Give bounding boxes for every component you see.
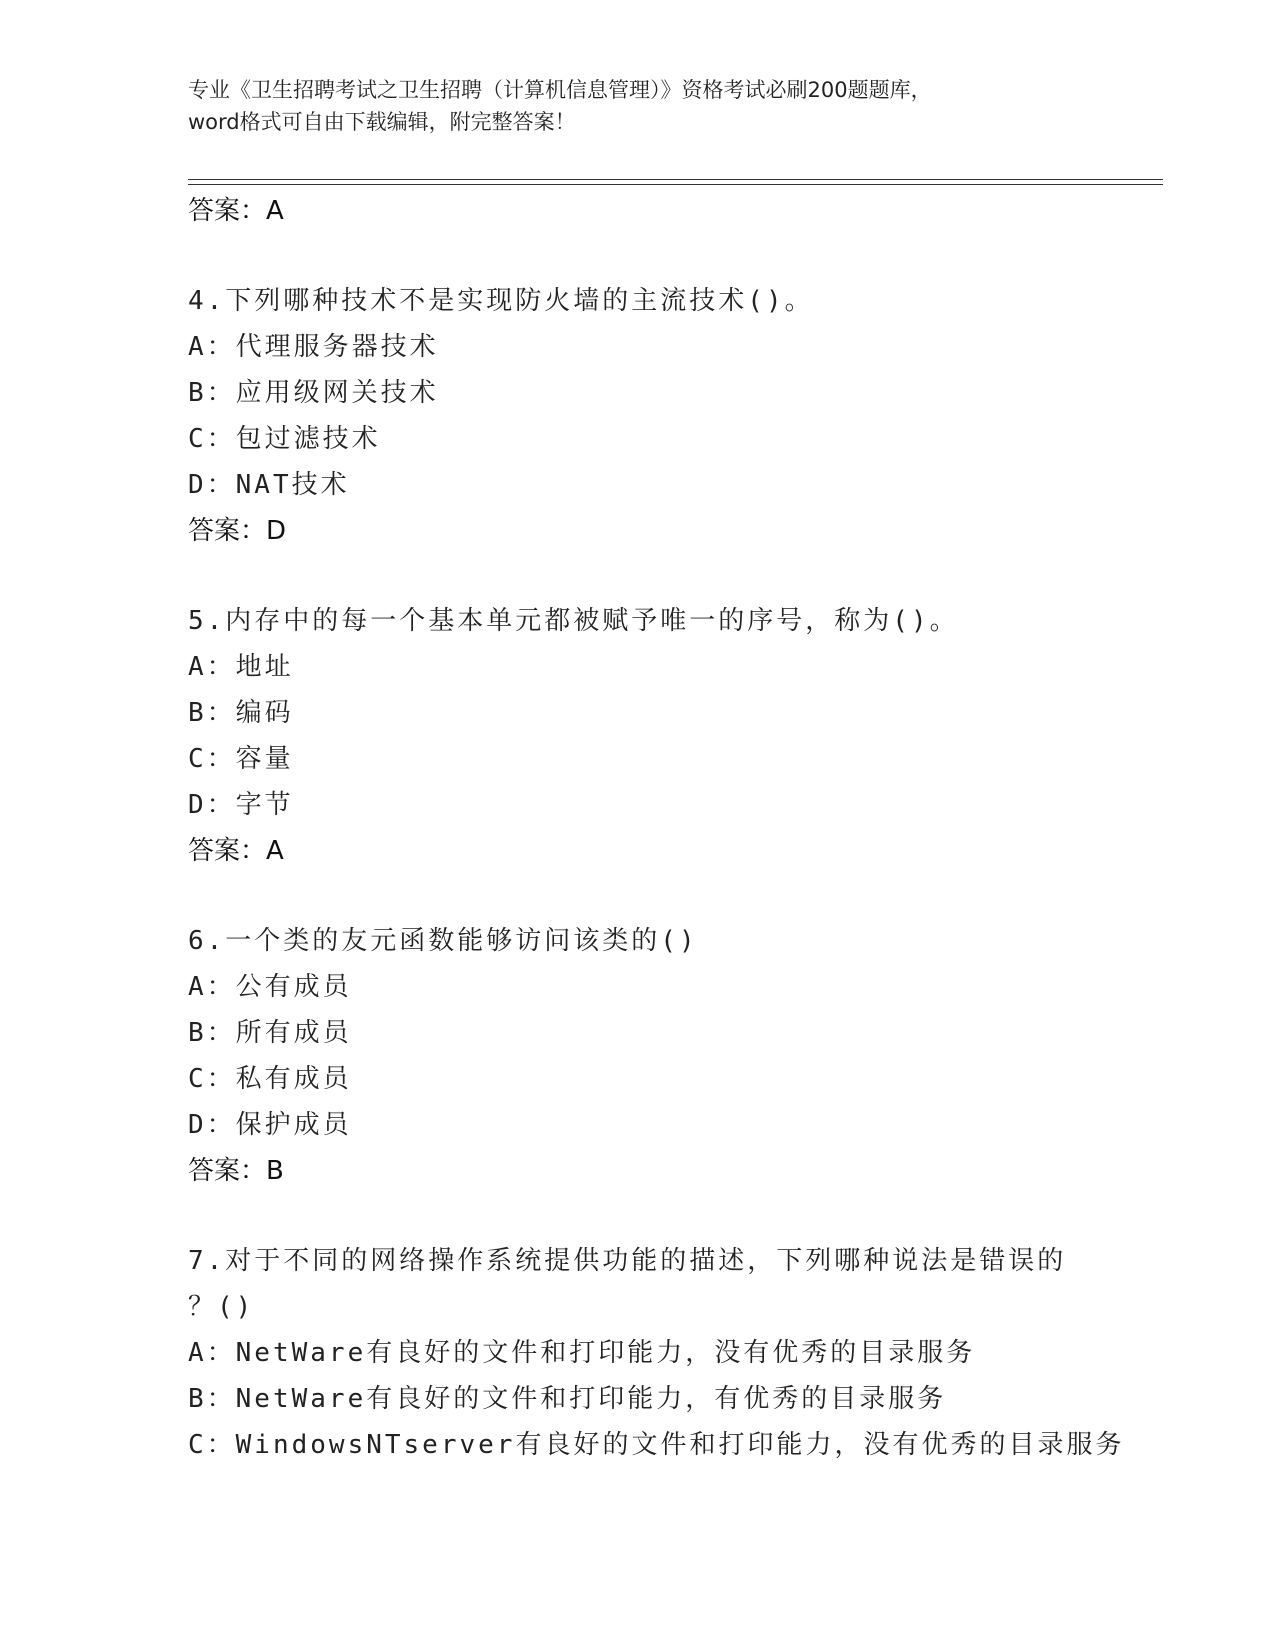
option-c: C：WindowsNTserver有良好的文件和打印能力，没有优秀的目录服务 [188,1430,1125,1460]
header-divider-top [188,179,1163,180]
option-b: B：编码 [188,698,294,728]
question-list [188,188,1163,1468]
question-7 [188,1238,1163,1468]
question-title: 4.下列哪种技术不是实现防火墙的主流技术()。 [188,286,814,316]
question-title-line-1: 7.对于不同的网络操作系统提供功能的描述，下列哪种说法是错误的 [188,1246,1067,1276]
option-a: A：NetWare有良好的文件和打印能力，没有优秀的目录服务 [188,1338,976,1368]
option-c: C：私有成员 [188,1064,352,1094]
option-b: B：应用级网关技术 [188,378,439,408]
header-line-1: 专业《卫生招聘考试之卫生招聘（计算机信息管理）》资格考试必刷200题题库， [188,78,932,102]
option-d: D：字节 [188,790,294,820]
answer: 答案：B [188,1156,284,1186]
option-a: A：代理服务器技术 [188,332,439,362]
option-b: B：NetWare有良好的文件和打印能力，有优秀的目录服务 [188,1384,947,1414]
option-d: D：保护成员 [188,1110,352,1140]
question-4 [188,278,1163,554]
option-c: C：容量 [188,744,294,774]
question-title: 5.内存中的每一个基本单元都被赋予唯一的序号，称为()。 [188,606,959,636]
header-line-2: word格式可自由下载编辑，附完整答案！ [188,110,576,134]
answer-previous: 答案：A [188,196,284,226]
question-6 [188,918,1163,1194]
question-title-line-2: ？() [188,1292,255,1322]
option-c: C：包过滤技术 [188,424,381,454]
answer: 答案：A [188,836,284,866]
option-b: B：所有成员 [188,1018,352,1048]
question-5 [188,598,1163,874]
header-divider-bottom [188,184,1163,185]
document-header [188,74,1088,138]
option-a: A：地址 [188,652,294,682]
option-d: D：NAT技术 [188,470,350,500]
option-a: A：公有成员 [188,972,352,1002]
answer: 答案：D [188,516,287,546]
question-title: 6.一个类的友元函数能够访问该类的() [188,926,698,956]
